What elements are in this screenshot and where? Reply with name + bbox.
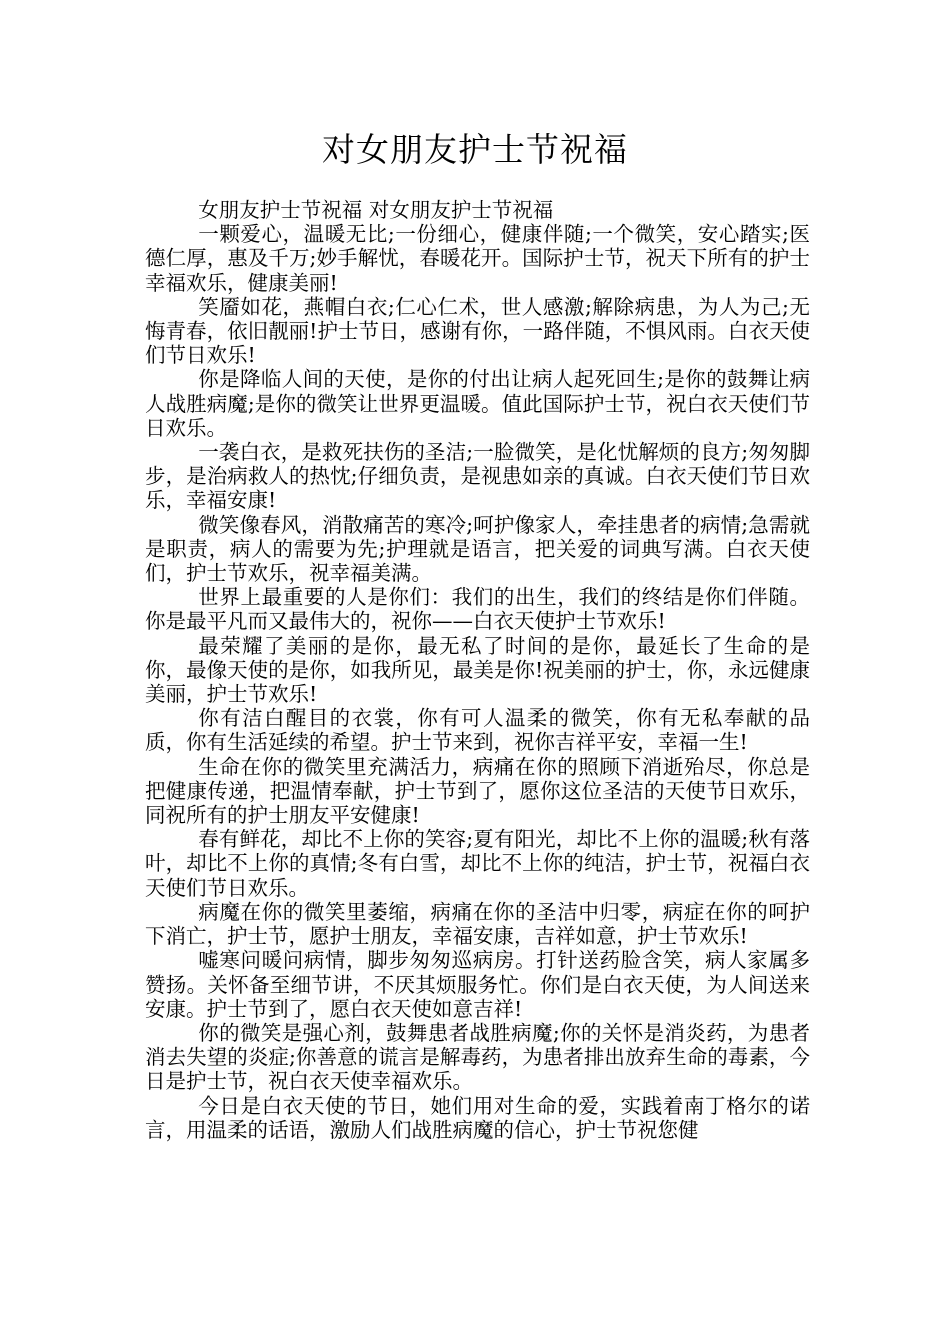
paragraph: 你的微笑是强心剂，鼓舞患者战胜病魔;你的关怀是消炎药，为患者消去失望的炎症;你善意的谎言是解毒药，为患者排出放弃生命的毒素，今日是护士节，祝白衣天使幸福欢乐。: [145, 1020, 810, 1094]
paragraph: 你是降临人间的天使，是你的付出让病人起死回生;是你的鼓舞让病人战胜病魔;是你的微笑让世界更温暖。值此国际护士节，祝白衣天使们节日欢乐。: [145, 367, 810, 440]
paragraph: 一颗爱心，温暖无比;一份细心，健康伴随;一个微笑，安心踏实;医德仁厚，惠及千万;妙手解忧，春暖花开。国际护士节，祝天下所有的护士幸福欢乐，健康美丽!: [145, 222, 810, 295]
paragraph: 嘘寒问暖问病情，脚步匆匆巡病房。打针送药脸含笑，病人家属多赞扬。关怀备至细节讲，不厌其烦服务忙。你们是白衣天使，为人间送来安康。护士节到了，愿白衣天使如意吉祥!: [145, 948, 810, 1021]
paragraph: 微笑像春风，消散痛苦的寒冷;呵护像家人，牵挂患者的病情;急需就是职责，病人的需要为先;护理就是语言，把关爱的词典写满。白衣天使们，护士节欢乐，祝幸福美满。: [145, 512, 810, 586]
document-title: 对女朋友护士节祝福: [322, 130, 628, 169]
paragraph: 你有洁白醒目的衣裳，你有可人温柔的微笑，你有无私奉献的品质，你有生活延续的希望。护士节来到，祝你吉祥平安，幸福一生!: [145, 706, 810, 755]
paragraph: 最荣耀了美丽的是你，最无私了时间的是你，最延长了生命的是你，最像天使的是你，如我所见，最美是你!祝美丽的护士，你，永远健康美丽，护士节欢乐!: [145, 633, 810, 707]
paragraph: 病魔在你的微笑里萎缩，病痛在你的圣洁中归零，病症在你的呵护下消亡，护士节，愿护士朋友，幸福安康，吉祥如意，护士节欢乐!: [145, 899, 810, 949]
paragraph: 一袭白衣，是救死扶伤的圣洁;一脸微笑，是化忧解烦的良方;匆匆脚步，是治病救人的热忱;仔细负责，是视患如亲的真诚。白衣天使们节日欢乐，幸福安康!: [145, 440, 810, 513]
paragraph: 世界上最重要的人是你们：我们的出生，我们的终结是你们伴随。你是最平凡而又最伟大的，祝你——白衣天使护士节欢乐!: [145, 585, 810, 634]
paragraph: 生命在你的微笑里充满活力，病痛在你的照顾下消逝殆尽，你总是把健康传递，把温情奉献，护士节到了，愿你这位圣洁的天使节日欢乐，同祝所有的护士朋友平安健康!: [145, 754, 810, 828]
paragraph: 女朋友护士节祝福 对女朋友护士节祝福: [198, 198, 554, 222]
paragraph: 笑靥如花，燕帽白衣;仁心仁术，世人感激;解除病患，为人为己;无悔青春，依旧靓丽!护士节日，感谢有你，一路伴随，不惧风雨。白衣天使们节日欢乐!: [145, 294, 810, 368]
paragraph: 今日是白衣天使的节日，她们用对生命的爱，实践着南丁格尔的诺言，用温柔的话语，激励人们战胜病魔的信心，护士节祝您健: [145, 1093, 810, 1142]
paragraph: 春有鲜花，却比不上你的笑容;夏有阳光，却比不上你的温暖;秋有落叶，却比不上你的真情;冬有白雪，却比不上你的纯洁，护士节，祝福白衣天使们节日欢乐。: [145, 827, 810, 900]
document-body: [145, 198, 810, 1142]
